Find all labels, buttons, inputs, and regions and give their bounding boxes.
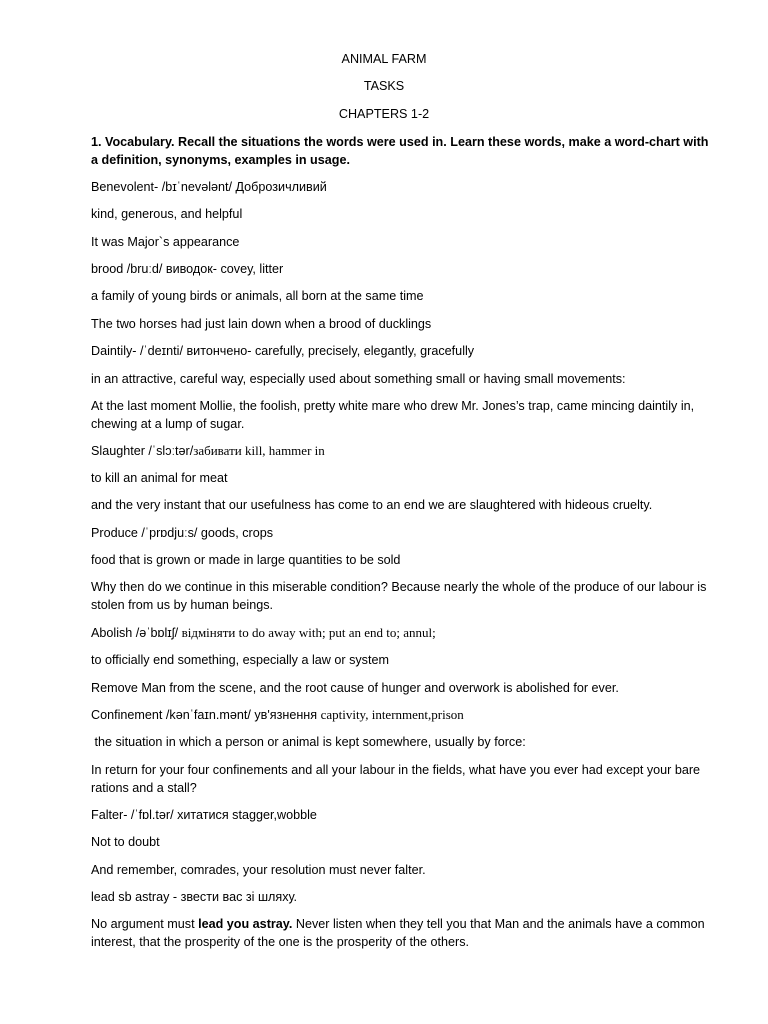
- entry-benevolent-example: It was Major`s appearance: [91, 235, 240, 249]
- entry-abolish-synonyms: відміняти to do away with; put an end to; annul;: [181, 625, 436, 640]
- entry-benevolent-definition: kind, generous, and helpful: [91, 207, 243, 221]
- entry-abolish-example: Remove Man from the scene, and the root cause of hunger and overwork is abolished for ever.: [91, 681, 619, 695]
- entry-brood-head: brood /bruːd/ виводок- covey, litter: [91, 262, 284, 276]
- entry-slaughter-example: and the very instant that our usefulness has come to an end we are slaughtered with hideous cruelty.: [91, 498, 653, 512]
- entry-confinement-head: [91, 706, 711, 724]
- entry-benevolent-head: Benevolent- /bɪˈnevələnt/ Доброзичливий: [91, 180, 327, 194]
- chapters-heading: CHAPTERS 1-2: [338, 107, 430, 121]
- entry-astray-phrase: lead you astray.: [198, 917, 293, 931]
- entry-produce-head: Produce /ˈprɒdjuːs/ goods, crops: [91, 526, 274, 540]
- entry-falter-definition: Not to doubt: [91, 835, 160, 849]
- entry-daintily-example: At the last moment Mollie, the foolish, pretty white mare who drew Mr. Jones’s trap, came mincing daintily in, chewing at a lump of sugar.: [91, 399, 695, 431]
- entry-produce-definition: food that is grown or made in large quantities to be sold: [91, 553, 401, 567]
- document-title: ANIMAL FARM: [341, 52, 427, 66]
- entry-produce-example: Why then do we continue in this miserable condition? Because nearly the whole of the produce of our labour is stolen from us by human beings.: [91, 580, 707, 612]
- entry-daintily-definition: in an attractive, careful way, especially used about something small or having small movements:: [91, 372, 626, 386]
- entry-astray-example-end: Never listen when they tell you that Man and the animals have a common interest, that the prosperity of the one is the prosperity of the others.: [91, 917, 709, 949]
- entry-astray-example-start: No argument must: [91, 917, 199, 931]
- entry-falter-example: And remember, comrades, your resolution must never falter.: [91, 863, 426, 877]
- entry-confinement-example: In return for your four confinements and all your labour in the fields, what have you ever had except your bare rations and a stall?: [91, 763, 701, 795]
- entry-abolish-term: Abolish /əˈbɒlɪʃ/: [91, 626, 179, 640]
- entry-astray-example: [91, 915, 711, 951]
- entry-daintily-head: Daintily- /ˈdeɪnti/ витончено- carefully, precisely, elegantly, gracefully: [91, 344, 475, 358]
- entry-confinement-definition: the situation in which a person or animal is kept somewhere, usually by force:: [91, 735, 526, 749]
- entry-confinement-term: Confinement /kənˈfaɪn.mənt/ ув'язнення: [91, 708, 318, 722]
- document-subtitle: TASKS: [363, 79, 405, 93]
- entry-slaughter-synonyms: забивати kill, hammer in: [193, 443, 325, 458]
- entry-brood-definition: a family of young birds or animals, all born at the same time: [91, 289, 424, 303]
- entry-slaughter-definition: to kill an animal for meat: [91, 471, 228, 485]
- entry-slaughter-term: Slaughter /ˈslɔːtər/: [91, 444, 194, 458]
- entry-falter-head: Falter- /ˈfɒl.tər/ хитатися stagger,wobble: [91, 808, 317, 822]
- entry-abolish-definition: to officially end something, especially a law or system: [91, 653, 389, 667]
- entry-astray-head: lead sb astray - звести вас зі шляху.: [91, 890, 298, 904]
- entry-confinement-synonyms: captivity, internment,prison: [320, 707, 464, 722]
- entry-abolish-head: [91, 624, 711, 642]
- entry-slaughter-head: [91, 442, 711, 460]
- task-instruction: 1. Vocabulary. Recall the situations the words were used in. Learn these words, make a word-chart with a definition, synonyms, examples in usage.: [91, 135, 709, 167]
- entry-brood-example: The two horses had just lain down when a brood of ducklings: [91, 317, 432, 331]
